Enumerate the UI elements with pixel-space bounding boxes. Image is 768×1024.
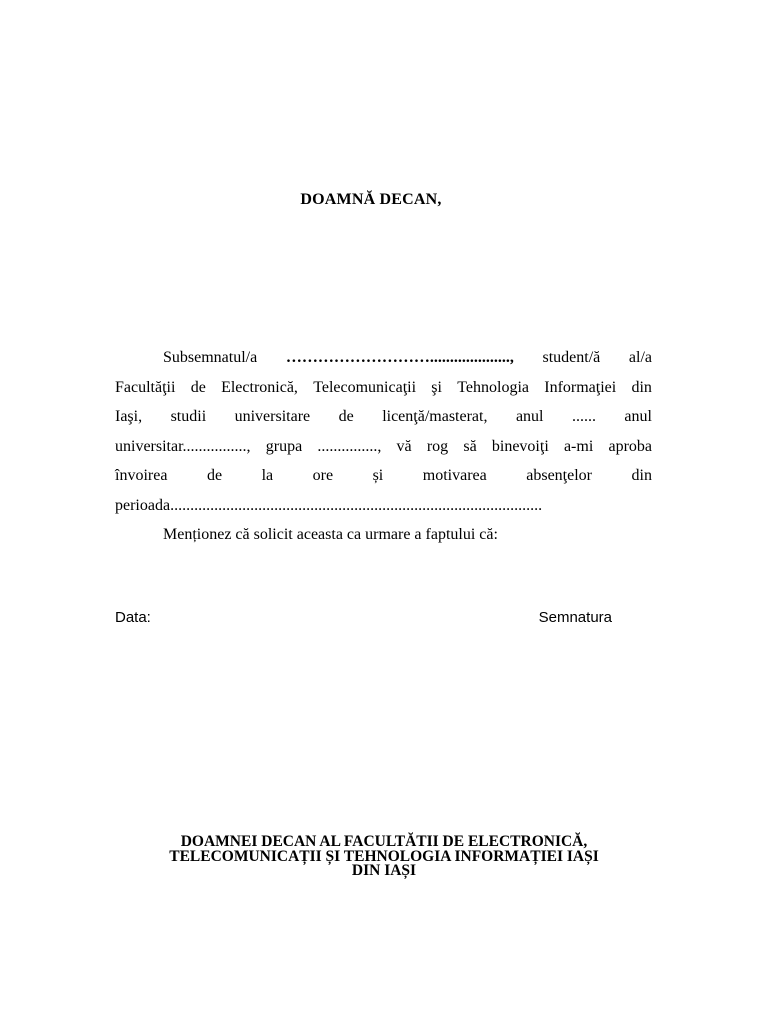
name-blank: ………………………...................., — [285, 349, 514, 366]
word: Subsemnatul/a — [163, 349, 258, 366]
word: la — [261, 467, 274, 484]
date-label: Data: — [115, 609, 151, 626]
word: Tehnologia — [457, 378, 529, 396]
word: a-mi — [563, 437, 594, 455]
word: universitare — [234, 408, 311, 425]
word: învoirea — [115, 467, 168, 484]
paragraph-line-4 — [115, 432, 652, 462]
paragraph-line-6 — [115, 491, 652, 521]
word: anul — [624, 408, 652, 425]
word: ore — [312, 467, 334, 484]
word: Iaşi, — [115, 408, 143, 425]
word: absenţelor — [526, 467, 592, 484]
academic-year-blank: universitar................, — [115, 437, 251, 455]
word: și — [372, 467, 384, 484]
word: Electronică, — [221, 378, 298, 396]
word: şi — [431, 378, 442, 396]
paragraph-line-2 — [115, 373, 652, 403]
reason-intro: Menționez că solicit aceasta ca urmare a faptului că: — [163, 526, 498, 543]
word: din — [631, 467, 652, 484]
word: aproba — [608, 437, 652, 455]
paragraph-line-3 — [115, 402, 652, 432]
word: rog — [426, 437, 449, 455]
word: motivarea — [422, 467, 487, 484]
word: Telecomunicaţii — [313, 378, 417, 396]
request-paragraph — [115, 343, 652, 550]
word: vă — [396, 437, 412, 455]
address-line-3: DIN IAȘI — [351, 862, 417, 879]
signature-label: Semnatura — [538, 609, 612, 626]
word: al/a — [628, 349, 652, 366]
signature-row — [115, 609, 612, 626]
period-blank: perioada............................................................................................. — [115, 496, 543, 514]
word: anul — [515, 408, 544, 425]
word: Facultăţii — [115, 378, 176, 396]
year-blank: ...... — [571, 408, 596, 425]
paragraph-line-1 — [115, 343, 652, 373]
word: de — [190, 378, 206, 396]
paragraph-line-5 — [115, 461, 652, 491]
address-line-1: DOAMNEI DECAN AL FACULTĂTII DE ELECTRONICĂ, — [180, 833, 588, 850]
word: de — [338, 408, 354, 425]
word: studii — [170, 408, 207, 425]
addressee-block — [0, 835, 768, 879]
word: de — [206, 467, 223, 484]
word: binevoiţi — [491, 437, 549, 455]
page-title: DOAMNĂ DECAN, — [300, 191, 442, 208]
address-line-2: TELECOMUNICAȚII ȘI TEHNOLOGIA INFORMAȚIEI IAȘI — [169, 847, 599, 865]
word: licenţă/masterat, — [382, 408, 488, 425]
group-blank: ..............., — [317, 437, 382, 455]
word: student/ă — [542, 349, 601, 366]
word: să — [463, 437, 477, 455]
word: grupa — [265, 437, 303, 455]
word: Informaţiei — [544, 378, 617, 396]
word: din — [631, 378, 652, 396]
